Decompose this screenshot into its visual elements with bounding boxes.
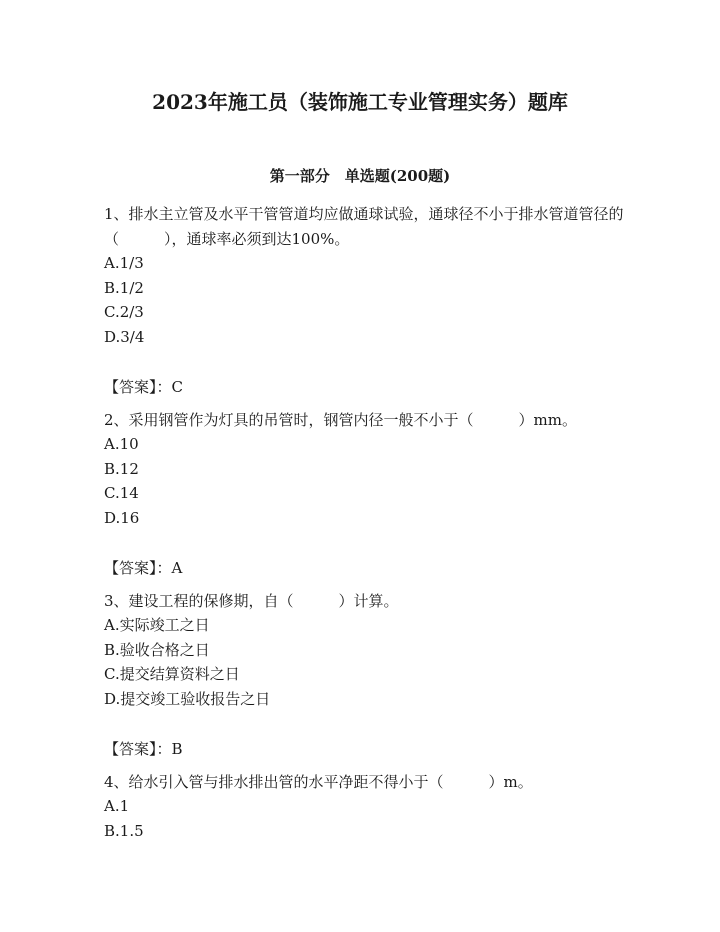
question-2 <box>104 408 624 581</box>
section-title: 第一部分 单选题(200题) <box>269 167 451 185</box>
question-stem: 3、建设工程的保修期，自（ ）计算。 <box>104 591 399 610</box>
option-b: B.验收合格之日 <box>104 640 210 659</box>
option-a: A.10 <box>104 435 139 453</box>
option-b: B.1.5 <box>104 821 144 840</box>
answer-label: 【答案】：A <box>104 559 183 577</box>
option-b: B.1/2 <box>104 278 144 297</box>
question-list <box>104 202 624 843</box>
option-b: B.12 <box>104 459 139 478</box>
option-c: C.2/3 <box>104 303 144 321</box>
option-c: C.提交结算资料之日 <box>104 665 240 683</box>
question-3 <box>104 589 624 762</box>
option-c: C.14 <box>104 484 139 502</box>
question-stem: 1、排水主立管及水平干管管道均应做通球试验，通球径不小于排水管道管径的（ ），通球率必须到达100%。 <box>104 205 624 248</box>
option-d: D.16 <box>104 508 140 527</box>
option-d: D.提交竣工验收报告之日 <box>104 689 271 708</box>
option-a: A.1 <box>104 797 130 815</box>
answer-label: 【答案】：C <box>104 378 183 396</box>
answer-label: 【答案】：B <box>104 740 183 758</box>
option-a: A.实际竣工之日 <box>104 616 210 634</box>
question-stem: 2、采用钢管作为灯具的吊管时，钢管内径一般不小于（ ）mm。 <box>104 410 577 429</box>
question-1 <box>104 202 624 400</box>
option-a: A.1/3 <box>104 254 144 272</box>
question-stem: 4、给水引入管与排水排出管的水平净距不得小于（ ）m。 <box>104 772 533 791</box>
question-4 <box>104 770 624 844</box>
option-d: D.3/4 <box>104 327 145 346</box>
document-title: 2023年施工员（装饰施工专业管理实务）题库 <box>152 90 568 114</box>
